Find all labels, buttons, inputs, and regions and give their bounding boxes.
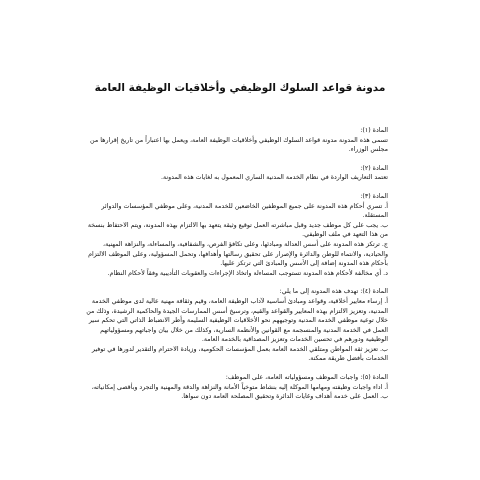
article-paragraph: أ. تسري أحكام هذه المدونة على جميع الموظفين الخاضعين للخدمة المدنية، وعلى موظفي المؤسسات والدوائر المستقلة. <box>101 202 388 220</box>
article-4 <box>84 287 388 364</box>
article-heading: المادة (٣): <box>360 192 388 200</box>
article-heading: المادة (١): <box>360 127 388 134</box>
article-paragraph: أ. اداء واجبات وظيفته ومهامها الموكلة إليه بنشاط متوخياً الأمانة والنزاهة والدقة والمهنية والتجرد وبأقصى إمكانياته، <box>91 383 388 391</box>
document-body <box>84 126 388 411</box>
article-paragraph: ب. يجب على كل موظف جديد وقبل مباشرته العمل توقيع وثيقة يتعهد بها الالتزام بهذه المدونة، ويتم الاحتفاظ بنسخة من هذا التعهد في ملف الوظيفي. <box>87 221 388 239</box>
article-paragraph: د. أي مخالفة لأحكام هذه المدونة تستوجب المساءلة واتخاذ الإجراءات والعقوبات التأديبية وفقاً لأحكام النظام. <box>107 269 388 277</box>
article-1 <box>84 126 388 155</box>
document-title: مدونة قواعد السلوك الوظيفي وأخلاقيات الوظيفة العامة <box>94 82 386 94</box>
article-paragraph: ج. ترتكز هذه المدونة على أسس العدالة ومبادئها، وعلى تكافؤ الفرص، والشفافية، والمساءلة، والنزاهة المهنية، والحيادية، والانتماء للوطن والدائرة والإصرار على تحقيق رسالتها وأهدافها، وتحمل المسؤولية، وعلى الموظف الالتزام بأحكام هذه المدونة إضافة إلى الأسس والمبادئ التي ترتكز عليها. <box>88 240 388 268</box>
article-paragraph: أ. إرساء معايير أخلاقية، وقواعد ومبادئ أساسية لآداب الوظيفة العامة، وقيم وثقافة مهنية عالية لدى موظفي الخدمة المدنية، وتعزيز الالتزام بهذه المعايير والقواعد والقيم، وترسيخ أسس الممارسات الجيدة والحاكمية الرشيدة، وذلك من خلال توعية موظفي الخدمة المدنية وتوجيههم نحو الأخلاقيات الوظيفية السليمة وأطر الانضباط الذاتي التي تحكم سير العمل في الخدمة المدنية والمنسجمة مع القوانين والأنظمة السارية، وكذلك من خلال بيان واجباتهم ومسؤولياتهم الوظيفية ودورهم في تحسين الخدمات وتعزيز المصداقية بالخدمة العامة. <box>86 297 388 344</box>
article-3 <box>84 192 388 278</box>
article-paragraph: ب. العمل على خدمة أهداف وغايات الدائرة وتحقيق المصلحة العامة دون سواها. <box>181 393 388 401</box>
article-heading: المادة (٥): واجبات الموظف ومسؤولياته العامة، على الموظف: <box>225 374 388 382</box>
article-paragraph: تسمى هذه المدونة مدونة قواعد السلوك الوظيفي وأخلاقيات الوظيفة العامة، ويعمل بها اعتباراً من تاريخ إقرارها من مجلس الوزراء. <box>90 136 388 154</box>
article-5 <box>84 373 388 402</box>
article-heading: المادة (٢): <box>360 164 388 172</box>
article-2 <box>84 164 388 183</box>
article-heading: المادة (٤): تهدف هذه المدونة إلى ما يلي: <box>279 288 388 296</box>
article-paragraph: تعتمد التعاريف الواردة في نظام الخدمة المدنية الساري المعمول به لغايات هذه المدونة. <box>160 174 388 182</box>
article-paragraph: ب. تعزيز ثقة المواطن ومتلقي الخدمة العامة بعمل المؤسسات الحكومية، وزيادة الاحترام والتقدير لدورها في توفير الخدمات بأفضل طريقة ممكنة. <box>91 345 388 363</box>
